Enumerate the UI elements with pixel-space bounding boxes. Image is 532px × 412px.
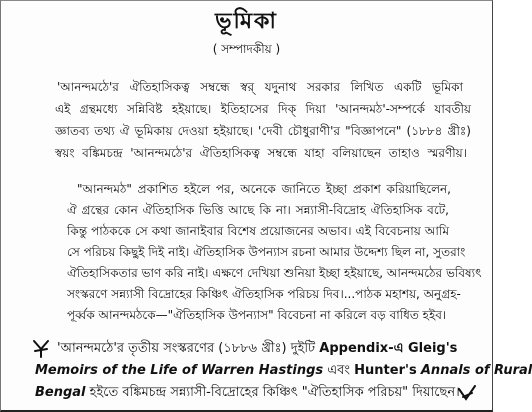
paragraph-3-text-end: হইতে বঙ্কিমচন্দ্র সন্ন্যাসী-বিদ্রোহের কিঞ্চিৎ "ঐতিহাসিক পরিচয়" দিয়াছেন।	[89, 385, 460, 400]
page-subtitle: ( সম্পাদকীয় )	[212, 42, 281, 56]
paragraph-3-line-2	[35, 361, 532, 381]
annals-title: Annals of Rural	[420, 363, 532, 378]
paragraph-3-line-1	[57, 339, 471, 359]
memoirs-title: Memoirs of the Life of Warren Hastings	[35, 363, 324, 378]
paragraph-1-line-3: জ্ঞাতব্য তথ্য ঐ ভূমিকায় দেওয়া হইয়াছে। 'দেবী চৌধুরাণী'র "বিজ্ঞাপনে" (১৮৮৪ খ্রীঃ)	[55, 124, 471, 138]
page-title: ভূমিকা	[215, 9, 278, 34]
paragraph-1-line-2: এই গ্রন্থমধ্যে সন্নিবিষ্ট হইয়াছে। ইতিহাসের দিক্‌ দিয়া 'আনন্দমঠ'-সম্পর্কে যাবতীয়	[55, 102, 471, 116]
handwritten-right-mark-icon	[457, 383, 477, 405]
connector-word: এবং	[327, 363, 351, 378]
handwritten-left-mark-icon	[31, 337, 51, 359]
quote-line-2: ঐ গ্রন্থের কোন ঐতিহাসিক ভিত্তি আছে কি না। সন্ন্যাসী-বিদ্রোহ ঐতিহাসিক বটে,	[67, 203, 449, 217]
paragraph-1-line-4: স্বয়ং বঙ্কিমচন্দ্র 'আনন্দমঠে'র ঐতিহাসিকত্ব সম্বন্ধে যাহা বলিয়াছেন তাহাও স্মরণীয়।	[55, 146, 467, 160]
appendix-reference: Appendix-এ Gleig's	[319, 341, 458, 356]
quote-line-1: "আনন্দমঠ" প্রকাশিত হইলে পর, অনেকে জানিতে ইচ্ছা প্রকাশ করিয়াছিলেন,	[77, 182, 451, 196]
paragraph-3-text: 'আনন্দমঠে'র তৃতীয় সংস্করণের (১৮৮৬ খ্রীঃ) দুইটি	[57, 341, 316, 356]
annals-title-continued: Bengal	[35, 385, 86, 400]
paragraph-1-line-1: 'আনন্দমঠে'র ঐতিহাসিকত্ব সম্বন্ধে স্বর্ যদুনাথ সরকার লিখিত একটি ভূমিকা	[57, 80, 463, 94]
quote-line-7: পূর্ব্বক আনন্দমঠকে—"ঐতিহাসিক উপন্যাস" বিবেচনা না করিলে বড় বাধিত হইব।	[67, 308, 447, 322]
quote-line-4: সে পরিচয় কিছুই দিই নাই। ঐতিহাসিক উপন্যাস রচনা আমার উদ্দেশ্য ছিল না, সুতরাং	[67, 245, 466, 259]
quote-line-3: কিন্তু পাঠককে সে কথা জানাইবার বিশেষ প্রয়োজনের অভাব। এই বিবেচনায় আমি	[67, 224, 449, 238]
hunter-author: Hunter's	[354, 363, 417, 378]
quote-line-5: ঐতিহাসিকতার ভাণ করি নাই। এক্ষণে দেখিয়া শুনিয়া ইচ্ছা হইয়াছে, আনন্দমঠের ভবিষ্যৎ	[67, 266, 482, 280]
paragraph-3-line-3	[35, 383, 460, 403]
quote-line-6: সংস্করণে সন্ন্যাসী বিদ্রোহের কিঞ্চিৎ ঐতিহাসিক পরিচয় দিব।...পাঠক মহাশয়, অনুগ্রহ-	[67, 287, 461, 301]
